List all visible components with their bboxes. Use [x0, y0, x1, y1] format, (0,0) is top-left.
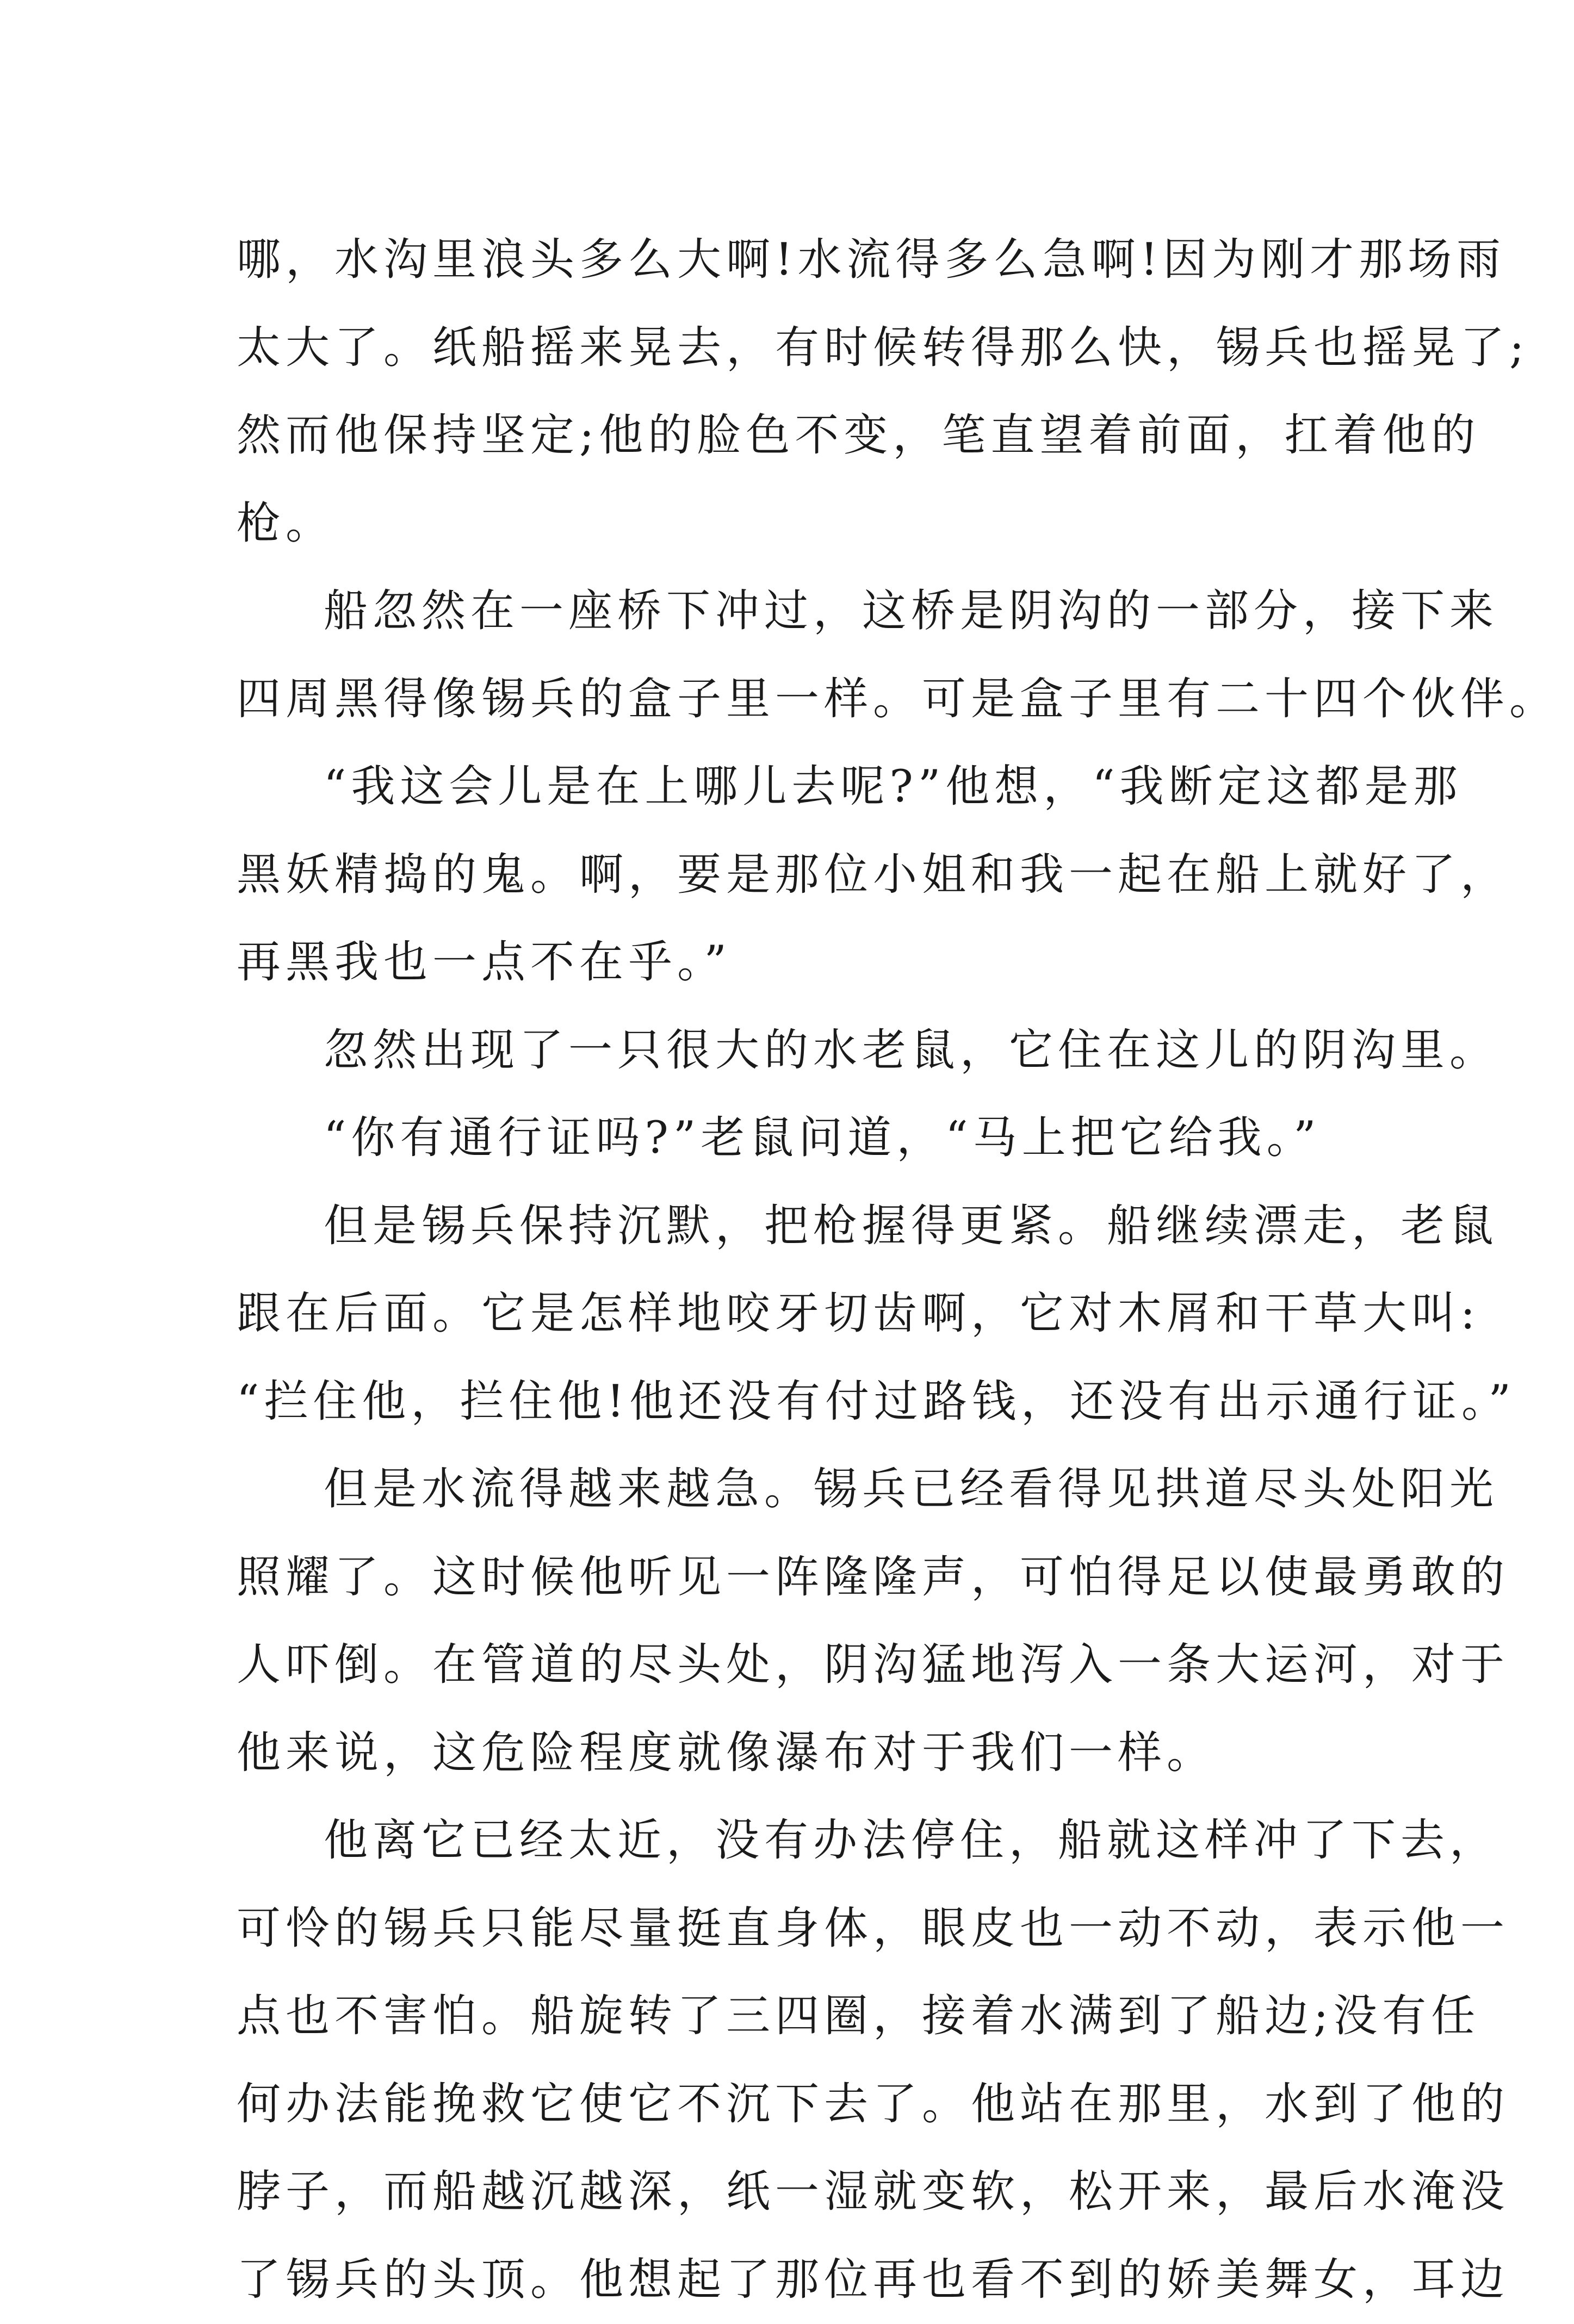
text-line: 但是锡兵保持沉默，把枪握得更紧。船继续漂走，老鼠 — [237, 1183, 1368, 1271]
text-line: “拦住他，拦住他!他还没有付过路钱，还没有出示通行证。” — [237, 1358, 1368, 1446]
text-line: 脖子，而船越沉越深，纸一湿就变软，松开来，最后水淹没 — [237, 2148, 1368, 2236]
text-line: 四周黑得像锡兵的盒子里一样。可是盒子里有二十四个伙伴。 — [237, 656, 1368, 744]
text-line: 他来说，这危险程度就像瀑布对于我们一样。 — [237, 1710, 1368, 1798]
text-line: 人吓倒。在管道的尽头处，阴沟猛地泻入一条大运河，对于 — [237, 1621, 1368, 1710]
text-line: 可怜的锡兵只能尽量挺直身体，眼皮也一动不动，表示他一 — [237, 1885, 1368, 1973]
text-line: “你有通行证吗?”老鼠问道，“马上把它给我。” — [237, 1095, 1368, 1183]
text-line: 他离它已经太近，没有办法停住，船就这样冲了下去， — [237, 1797, 1368, 1885]
text-line: 点也不害怕。船旋转了三四圈，接着水满到了船边;没有任 — [237, 1973, 1368, 2061]
text-line: 然而他保持坚定;他的脸色不变，笔直望着前面，扛着他的 — [237, 392, 1368, 480]
text-line: 太大了。纸船摇来晃去，有时候转得那么快，锡兵也摇晃了; — [237, 305, 1368, 393]
text-line: 再黑我也一点不在乎。” — [237, 919, 1368, 1007]
body-text — [237, 216, 1368, 2324]
text-line: 哪，水沟里浪头多么大啊!水流得多么急啊!因为刚才那场雨 — [237, 216, 1368, 305]
text-line: 何办法能挽救它使它不沉下去了。他站在那里，水到了他的 — [237, 2061, 1368, 2149]
text-line: 枪。 — [237, 480, 1368, 568]
text-line: 跟在后面。它是怎样地咬牙切齿啊，它对木屑和干草大叫: — [237, 1270, 1368, 1358]
text-line: 船忽然在一座桥下冲过，这桥是阴沟的一部分，接下来 — [237, 568, 1368, 656]
text-line: 但是水流得越来越急。锡兵已经看得见拱道尽头处阳光 — [237, 1446, 1368, 1534]
text-line: 黑妖精捣的鬼。啊，要是那位小姐和我一起在船上就好了， — [237, 831, 1368, 919]
text-line: 忽然出现了一只很大的水老鼠，它住在这儿的阴沟里。 — [237, 1007, 1368, 1095]
text-line: “我这会儿是在上哪儿去呢?”他想，“我断定这都是那 — [237, 743, 1368, 831]
text-line: 照耀了。这时候他听见一阵隆隆声，可怕得足以使最勇敢的 — [237, 1534, 1368, 1622]
text-line: 了锡兵的头顶。他想起了那位再也看不到的娇美舞女，耳边 — [237, 2236, 1368, 2324]
